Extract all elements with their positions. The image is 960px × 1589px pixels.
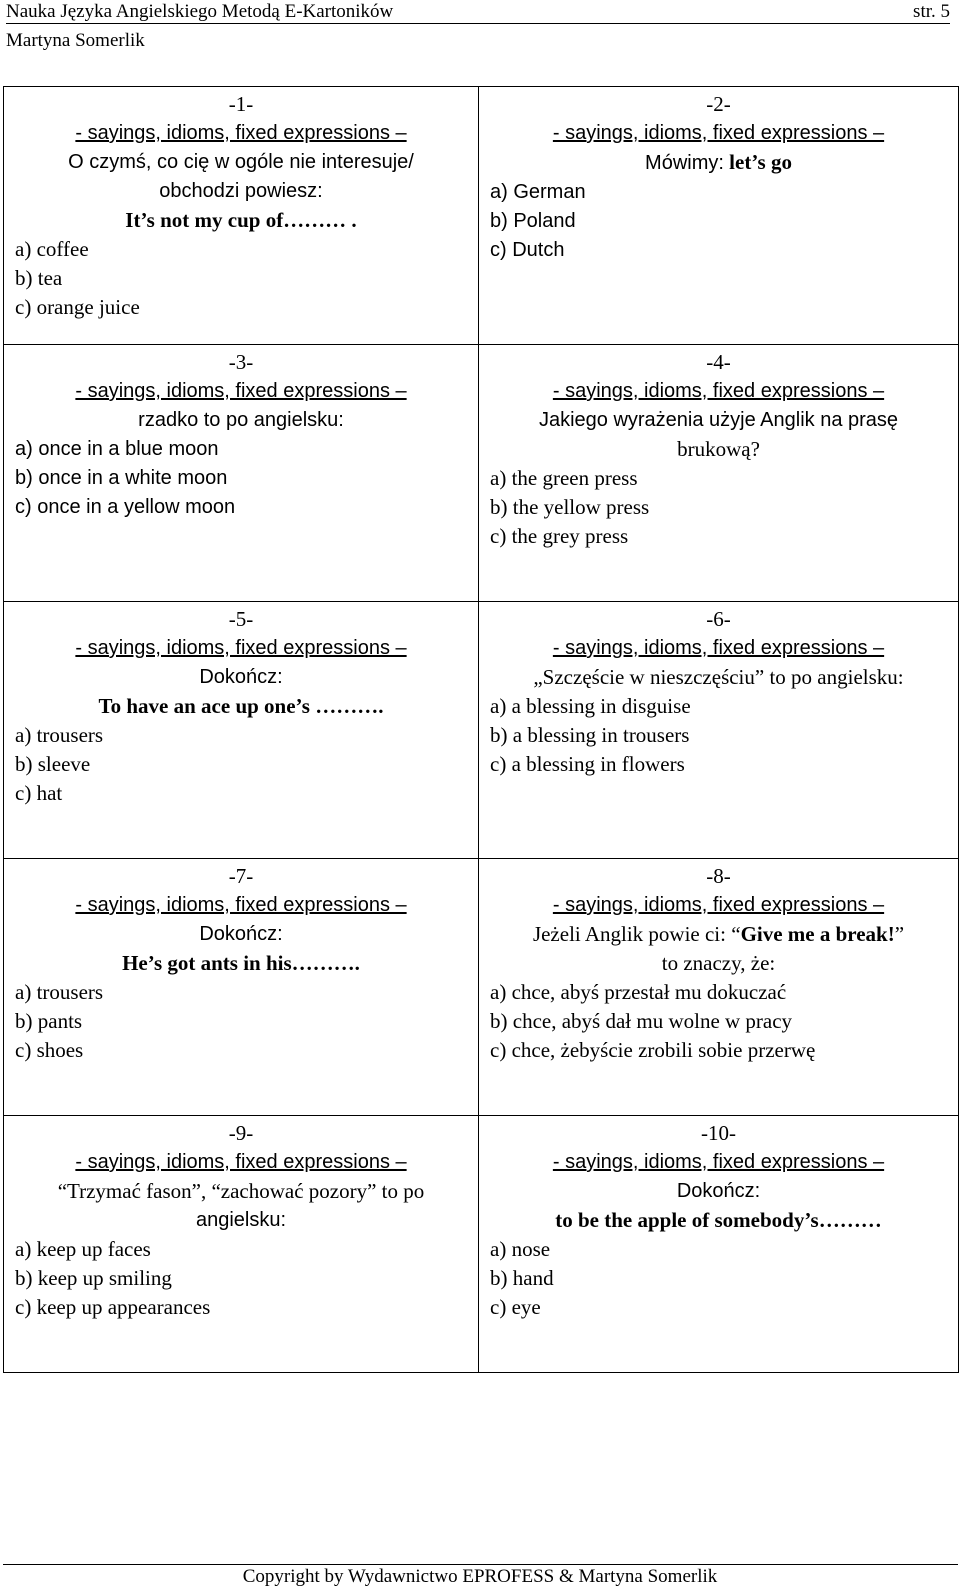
- option-a: a) trousers: [15, 980, 104, 1004]
- card-3: [4, 345, 479, 602]
- card-category: - sayings, idioms, fixed expressions –: [75, 637, 407, 659]
- card-category: - sayings, idioms, fixed expressions –: [75, 894, 407, 916]
- card-number: -7-: [228, 864, 254, 888]
- card-phrase: To have an ace up one’s ……….: [98, 694, 384, 718]
- card-question: O czymś, co cię w ogóle nie interesuje/: [68, 151, 414, 173]
- option-b: b) pants: [15, 1009, 83, 1033]
- option-b: b) sleeve: [15, 752, 91, 776]
- card-number: -5-: [228, 607, 254, 631]
- card-question: Dokończ:: [676, 1180, 761, 1202]
- option-a: a) a blessing in disguise: [490, 694, 691, 718]
- card-1: [4, 87, 479, 345]
- card-category: - sayings, idioms, fixed expressions –: [75, 1151, 407, 1173]
- document-title: Nauka Języka Angielskiego Metodą E-Kartoników: [6, 1, 394, 22]
- card-question: Dokończ:: [199, 923, 283, 945]
- card-number: -1-: [228, 92, 254, 116]
- option-a: a) the green press: [490, 466, 638, 490]
- option-a: a) trousers: [15, 723, 104, 747]
- page-header: [6, 1, 950, 24]
- card-category: - sayings, idioms, fixed expressions –: [75, 122, 407, 144]
- card-category: - sayings, idioms, fixed expressions –: [552, 894, 885, 916]
- option-b: b) keep up smiling: [15, 1266, 172, 1290]
- option-c: c) a blessing in flowers: [490, 752, 685, 776]
- card-question: Dokończ:: [199, 666, 283, 688]
- page-number: str. 5: [913, 1, 950, 22]
- page-footer: [0, 1567, 960, 1587]
- card-number: -9-: [228, 1121, 254, 1145]
- card-number: -6-: [706, 607, 731, 631]
- card-4: [479, 345, 959, 602]
- card-phrase: He’s got ants in his……….: [122, 951, 360, 975]
- option-c: c) eye: [490, 1295, 541, 1319]
- card-number: -10-: [701, 1121, 736, 1145]
- card-phrase: let’s go: [729, 150, 792, 174]
- option-a: a) chce, abyś przestał mu dokuczać: [490, 980, 787, 1004]
- card-category: - sayings, idioms, fixed expressions –: [552, 637, 885, 659]
- option-b: b) a blessing in trousers: [490, 723, 690, 747]
- card-question: „Szczęście w nieszczęściu” to po angielsku:: [533, 665, 904, 689]
- card-category: - sayings, idioms, fixed expressions –: [552, 1151, 885, 1173]
- option-c: c) shoes: [15, 1038, 84, 1062]
- option-c: c) hat: [15, 781, 63, 805]
- copyright-text: Copyright by Wydawnictwo EPROFESS & Martyna Somerlik: [242, 1566, 718, 1587]
- card-10: [479, 1116, 959, 1373]
- card-question: rzadko to po angielsku:: [138, 409, 344, 431]
- card-phrase: It’s not my cup of……… .: [125, 208, 357, 232]
- option-c: c) once in a yellow moon: [15, 496, 236, 518]
- card-2: [479, 87, 959, 345]
- card-phrase: to be the apple of somebody’s………: [555, 1208, 882, 1232]
- card-category: - sayings, idioms, fixed expressions –: [75, 380, 407, 402]
- author-name: Martyna Somerlik: [6, 30, 145, 51]
- card-question-cont: to znaczy, że:: [661, 951, 776, 975]
- card-9: [4, 1116, 479, 1373]
- card-question: [490, 148, 947, 178]
- option-b: b) once in a white moon: [15, 467, 228, 489]
- card-category: - sayings, idioms, fixed expressions –: [552, 122, 885, 144]
- option-c: c) chce, żebyście zrobili sobie przerwę: [490, 1038, 816, 1062]
- card-5: [4, 602, 479, 859]
- question-text: Mówimy:: [645, 152, 724, 174]
- option-a: a) German: [490, 181, 586, 203]
- card-question: Jakiego wyrażenia użyje Anglik na prasę: [538, 409, 899, 431]
- card-number: -4-: [706, 350, 731, 374]
- option-b: b) Poland: [490, 210, 576, 232]
- option-a: a) once in a blue moon: [15, 438, 219, 460]
- option-a: a) coffee: [15, 237, 89, 261]
- footer-rule: [3, 1564, 958, 1565]
- card-question-cont: brukową?: [677, 437, 760, 461]
- card-number: -3-: [228, 350, 254, 374]
- card-8: [479, 859, 959, 1116]
- card-7: [4, 859, 479, 1116]
- option-a: a) keep up faces: [15, 1237, 151, 1261]
- card-6: [479, 602, 959, 859]
- option-b: b) tea: [15, 266, 63, 290]
- card-question: “Trzymać fason”, “zachować pozory” to po: [57, 1179, 425, 1203]
- flashcard-grid: [3, 86, 959, 1373]
- card-question: [490, 920, 947, 949]
- option-b: b) hand: [490, 1266, 554, 1290]
- option-c: c) Dutch: [490, 239, 565, 261]
- option-a: a) nose: [490, 1237, 551, 1261]
- closing-quote: ”: [894, 922, 905, 946]
- option-c: c) orange juice: [15, 295, 140, 319]
- card-category: - sayings, idioms, fixed expressions –: [552, 380, 885, 402]
- option-c: c) keep up appearances: [15, 1295, 211, 1319]
- card-number: -2-: [706, 92, 731, 116]
- option-b: b) the yellow press: [490, 495, 650, 519]
- option-b: b) chce, abyś dał mu wolne w pracy: [490, 1009, 793, 1033]
- question-text: Jeżeli Anglik powie ci: “: [532, 922, 741, 946]
- card-question-cont: angielsku:: [195, 1209, 287, 1231]
- card-number: -8-: [706, 864, 731, 888]
- card-question-cont: obchodzi powiesz:: [159, 180, 323, 202]
- card-phrase: Give me a break!: [740, 922, 895, 946]
- option-c: c) the grey press: [490, 524, 629, 548]
